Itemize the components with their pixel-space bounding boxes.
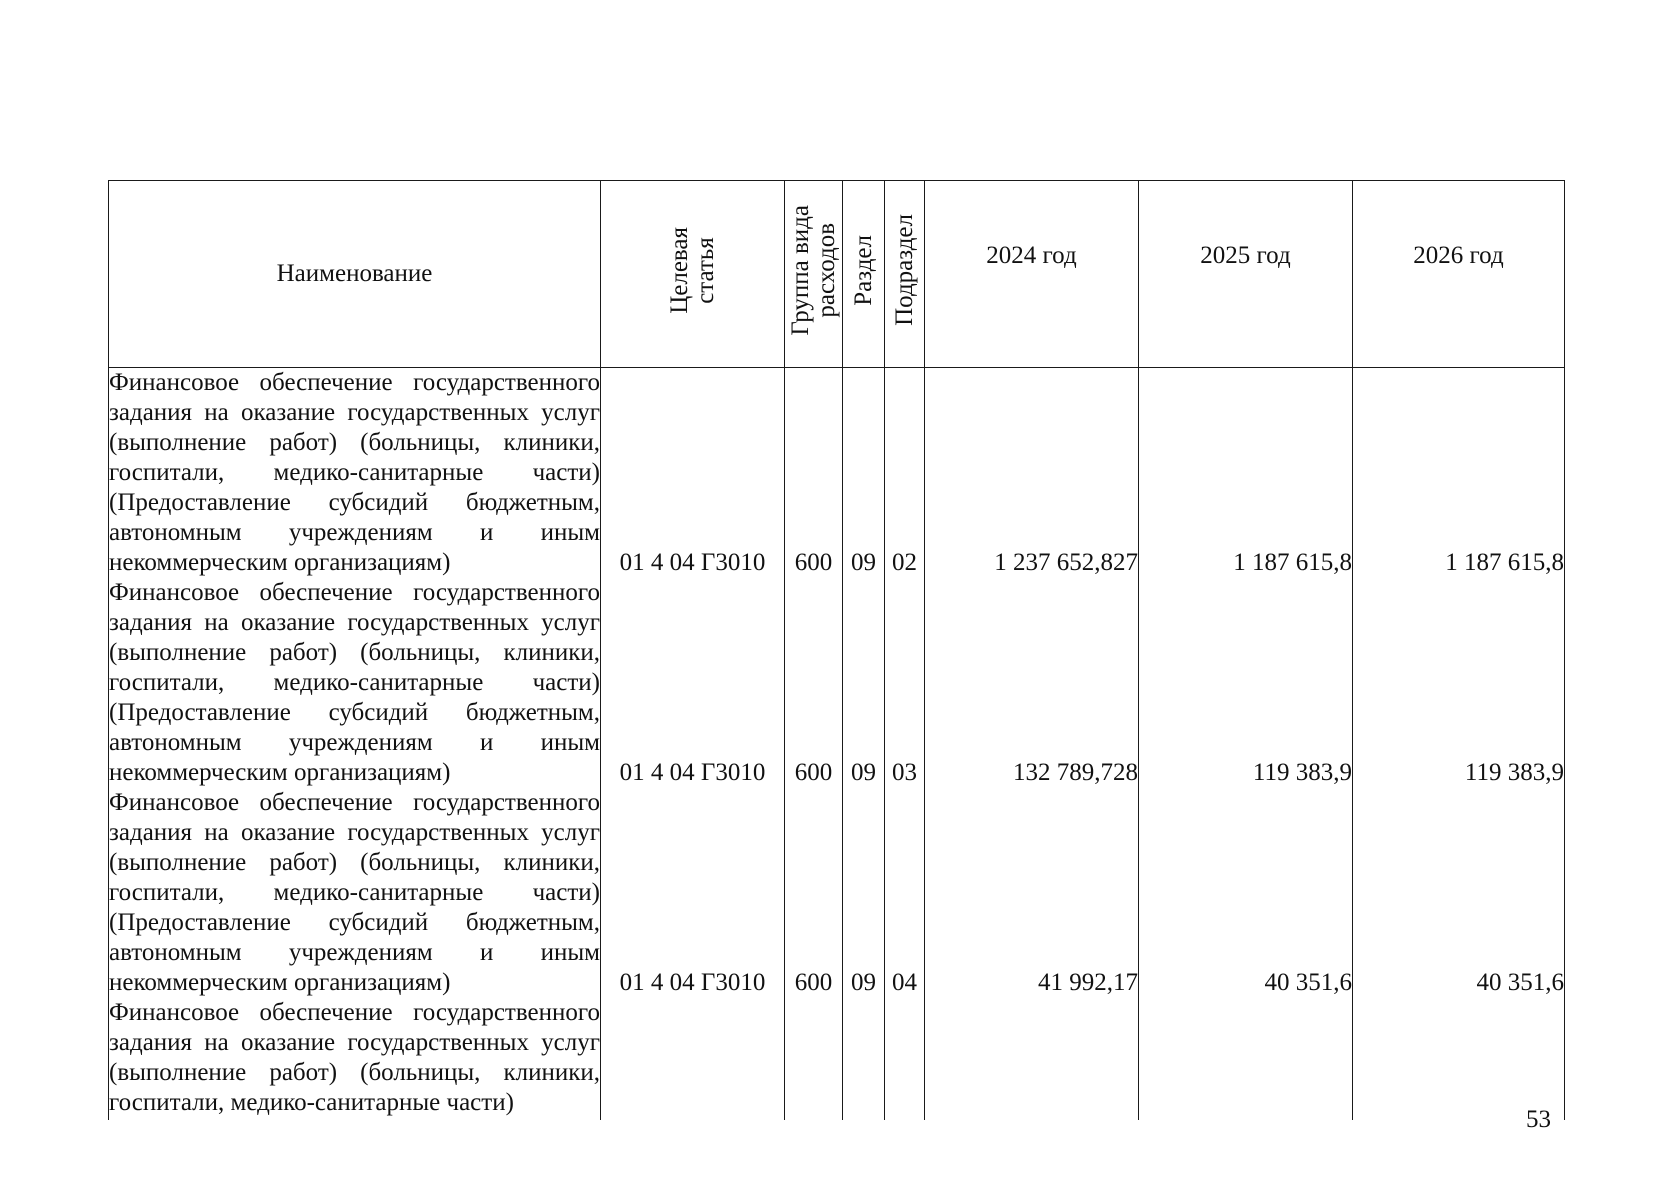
row-amount-2024-cell: 1 237 652,827 (925, 368, 1139, 579)
header-year-2024: 2024 год (925, 181, 1139, 368)
header-year-2025: 2025 год (1139, 181, 1353, 368)
row-subsection-cell: 02 (885, 368, 925, 579)
row-target-article-cell (601, 998, 785, 1120)
row-expense-group-cell (785, 998, 843, 1120)
header-section: Раздел (843, 181, 885, 368)
row-amount-2025-cell: 40 351,6 (1139, 788, 1353, 998)
row-section-cell: 09 (843, 368, 885, 579)
row-expense-group-cell: 600 (785, 368, 843, 579)
page-number: 53 (1526, 1106, 1551, 1133)
table-row (109, 788, 1565, 998)
row-amount-2025-cell: 119 383,9 (1139, 578, 1353, 788)
table-row (109, 368, 1565, 579)
row-section-cell: 09 (843, 578, 885, 788)
table-row (109, 578, 1565, 788)
header-subsection: Подраздел (885, 181, 925, 368)
header-target-article: Целевая статья (601, 181, 785, 368)
row-amount-2025-cell: 1 187 615,8 (1139, 368, 1353, 579)
row-amount-2026-cell: 119 383,9 (1353, 578, 1565, 788)
row-section-cell: 09 (843, 788, 885, 998)
header-year-2026: 2026 год (1353, 181, 1565, 368)
row-amount-2025-cell (1139, 998, 1353, 1120)
row-name-cell: Финансовое обеспечение государственного задания на оказание государственных услуг (выполнение работ) (больницы, клиники, госпитали, медико-санитарные части) (Предоставление субсидий бюджетным, автономным учреждениям и иным некоммерческим организациям) (109, 789, 600, 996)
row-amount-2026-cell (1353, 998, 1565, 1120)
row-expense-group-cell: 600 (785, 788, 843, 998)
row-name-cell: Финансовое обеспечение государственного задания на оказание государственных услуг (выполнение работ) (больницы, клиники, госпитали, медико-санитарные части) (Предоставление субсидий бюджетным, автономным учреждениям и иным некоммерческим организациям) (109, 579, 600, 786)
row-name-cell: Финансовое обеспечение государственного задания на оказание государственных услуг (выполнение работ) (больницы, клиники, госпитали, медико-санитарные части) (Предоставление субсидий бюджетным, автономным учреждениям и иным некоммерческим организациям) (109, 369, 600, 576)
row-target-article-cell: 01 4 04 Г3010 (601, 368, 785, 579)
header-expense-group: Группа вида расходов (785, 181, 843, 368)
row-subsection-cell: 03 (885, 578, 925, 788)
row-amount-2026-cell: 1 187 615,8 (1353, 368, 1565, 579)
row-target-article-cell: 01 4 04 Г3010 (601, 578, 785, 788)
table-header-row (109, 181, 1565, 368)
row-target-article-cell: 01 4 04 Г3010 (601, 788, 785, 998)
row-name-cell: Финансовое обеспечение государственного задания на оказание государственных услуг (выполнение работ) (больницы, клиники, госпитали, медико-санитарные части) (109, 998, 601, 1120)
row-subsection-cell: 04 (885, 788, 925, 998)
header-name: Наименование (109, 181, 601, 368)
table-row-continued (109, 998, 1565, 1120)
row-subsection-cell (885, 998, 925, 1120)
row-section-cell (843, 998, 885, 1120)
row-amount-2024-cell: 132 789,728 (925, 578, 1139, 788)
row-amount-2024-cell (925, 998, 1139, 1120)
row-expense-group-cell: 600 (785, 578, 843, 788)
budget-allocation-table (108, 180, 1565, 1120)
row-amount-2024-cell: 41 992,17 (925, 788, 1139, 998)
row-amount-2026-cell: 40 351,6 (1353, 788, 1565, 998)
